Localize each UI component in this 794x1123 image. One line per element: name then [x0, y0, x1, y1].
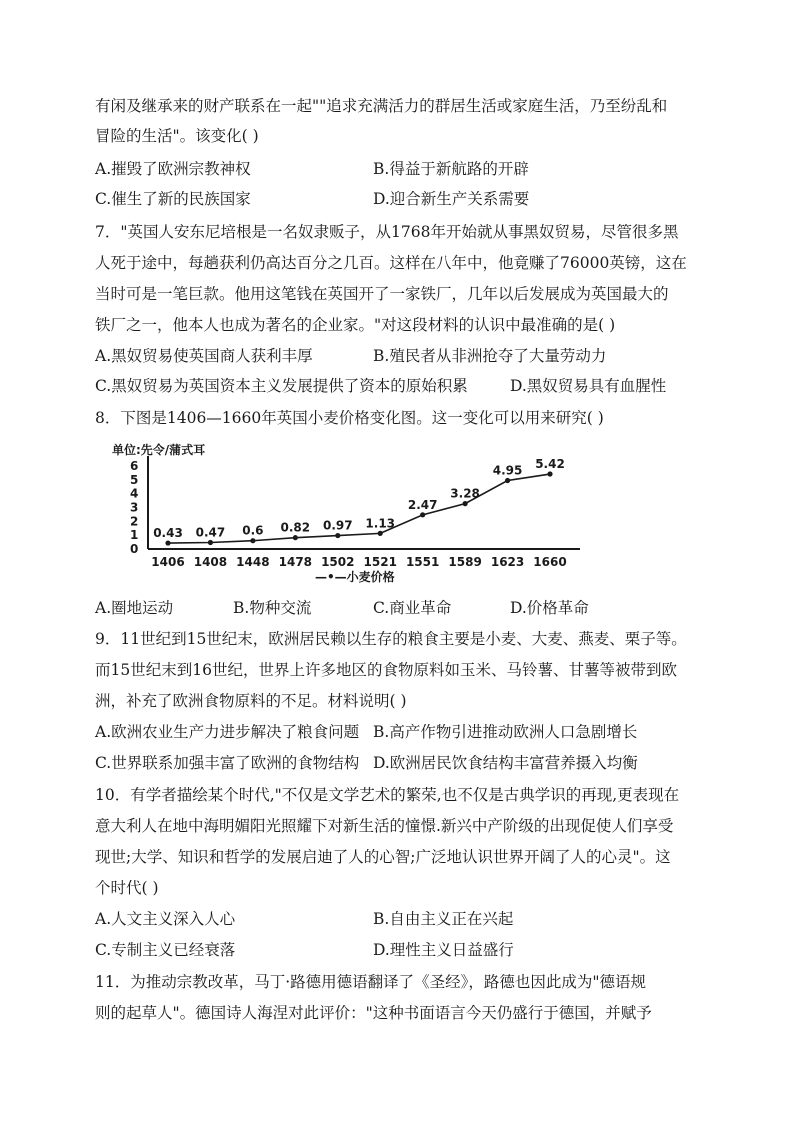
q10-stem-line-2: 意大利人在地中海明媚阳光照耀下对新生活的憧憬.新兴中产阶级的出现促使人们享受	[95, 817, 674, 835]
q9-stem-line-3: 洲，补充了欧洲食物原料的不足。材料说明( )	[95, 692, 407, 710]
data-point	[378, 531, 383, 536]
x-tick-label: 1408	[193, 555, 228, 569]
q9-option-c[interactable]: C.世界联系加强丰富了欧洲的食物结构	[95, 754, 360, 772]
q10-stem-line-1: 10．有学者描绘某个时代,"不仅是文学艺术的繁荣,也不仅是古典学识的再现,更表现在	[95, 786, 680, 804]
data-point	[208, 540, 213, 545]
q9-stem-line-1: 9．11世纪到15世纪末，欧洲居民赖以生存的粮食主要是小麦、大麦、燕麦、栗子等。	[95, 630, 687, 648]
q8-option-c[interactable]: C.商业革命	[373, 599, 452, 617]
data-point	[293, 535, 298, 540]
y-tick-label: 2	[130, 514, 139, 529]
wheat-price-chart	[100, 440, 590, 590]
data-point	[547, 471, 552, 476]
data-label: 0.82	[280, 520, 311, 535]
data-point	[505, 478, 510, 483]
y-tick-label: 5	[130, 472, 139, 487]
data-label: 0.97	[322, 518, 353, 533]
data-label: 0.6	[242, 523, 264, 538]
q7-stem-line-3: 当时可是一笔巨款。他用这笔钱在英国开了一家铁厂，几年以后发展成为英国最大的	[95, 285, 669, 303]
q6-option-b[interactable]: B.得益于新航路的开辟	[373, 160, 529, 178]
q9-stem-line-2: 而15世纪末到16世纪，世界上许多地区的食物原料如玉米、马铃薯、甘薯等被带到欧	[95, 661, 677, 679]
data-point	[463, 501, 468, 506]
data-label: 1.13	[365, 516, 396, 531]
q6-option-d[interactable]: D.迎合新生产关系需要	[373, 190, 530, 208]
x-tick-label: 1502	[321, 555, 355, 569]
x-tick-label: 1660	[533, 555, 567, 569]
q7-stem-line-4: 铁厂之一，他本人也成为著名的企业家。"对这段材料的认识中最准确的是( )	[95, 316, 616, 334]
x-tick-label: 1551	[405, 555, 440, 569]
y-tick-label: 4	[130, 486, 139, 501]
q7-option-c[interactable]: C.黑奴贸易为英国资本主义发展提供了资本的原始积累	[95, 377, 468, 395]
q6-option-c[interactable]: C.催生了新的民族国家	[95, 190, 251, 208]
q6-option-a[interactable]: A.摧毁了欧洲宗教神权	[95, 160, 251, 178]
q9-option-d[interactable]: D.欧洲居民饮食结构丰富营养摄入均衡	[373, 754, 638, 772]
data-label: 3.28	[450, 486, 480, 501]
y-tick-label: 1	[130, 528, 139, 543]
q7-option-b[interactable]: B.殖民者从非洲抢夺了大量劳动力	[373, 347, 607, 365]
wheat-price-line	[168, 474, 550, 543]
data-point	[335, 533, 340, 538]
q10-option-d[interactable]: D.理性主义日益盛行	[373, 941, 514, 959]
x-tick-label: 1589	[448, 555, 482, 569]
y-tick-label: 3	[130, 500, 139, 515]
q11-stem-line-2: 则的起草人"。德国诗人海涅对此评价："这种书面语言今天仍盛行于德国，并赋予	[95, 1004, 652, 1022]
x-tick-label: 1521	[363, 555, 397, 569]
q6-stem-line-2: 冒险的生活"。该变化( )	[95, 127, 259, 145]
q8-option-b[interactable]: B.物种交流	[233, 599, 312, 617]
q6-stem-line-1: 有闲及继承来的财产联系在一起""追求充满活力的群居生活或家庭生活，乃至纷乱和	[95, 97, 668, 115]
data-label: 4.95	[492, 463, 523, 478]
data-label: 0.43	[153, 526, 183, 541]
q9-option-a[interactable]: A.欧洲农业生产力进步解决了粮食问题	[95, 723, 360, 741]
data-label: 5.42	[535, 457, 565, 472]
y-tick-label: 6	[130, 459, 139, 473]
q10-option-b[interactable]: B.自由主义正在兴起	[373, 910, 514, 928]
q7-option-d[interactable]: D.黑奴贸易具有血腥性	[510, 377, 667, 395]
chart-unit-label: 单位:先令/蒲式耳	[112, 443, 206, 457]
data-label: 0.47	[195, 525, 226, 540]
q8-option-a[interactable]: A.圈地运动	[95, 599, 174, 617]
q7-stem-line-2: 人死于途中，每趟获利仍高达百分之几百。这样在八年中，他竟赚了76000英镑，这在	[95, 254, 687, 272]
data-point	[420, 512, 425, 517]
chart-legend: —•—小麦价格	[315, 570, 395, 584]
x-tick-label: 1478	[278, 555, 313, 569]
data-label: 2.47	[407, 497, 438, 512]
q9-option-b[interactable]: B.高产作物引进推动欧洲人口急剧增长	[373, 723, 638, 741]
x-tick-label: 1448	[236, 555, 270, 569]
q8-option-d[interactable]: D.价格革命	[510, 599, 589, 617]
y-tick-label: 0	[130, 542, 139, 556]
q10-option-c[interactable]: C.专制主义已经衰落	[95, 941, 236, 959]
x-tick-label: 1406	[151, 555, 185, 569]
data-point	[250, 538, 255, 543]
q8-stem: 8．下图是1406—1660年英国小麦价格变化图。这一变化可以用来研究( )	[95, 409, 604, 427]
data-point	[165, 540, 170, 545]
q10-stem-line-4: 个时代( )	[95, 879, 159, 897]
q10-option-a[interactable]: A.人文主义深入人心	[95, 910, 236, 928]
x-tick-label: 1623	[490, 555, 525, 569]
q11-stem-line-1: 11．为推动宗教改革，马丁·路德用德语翻译了《圣经》，路德也因此成为"德语规	[95, 973, 647, 991]
q7-option-a[interactable]: A.黑奴贸易使英国商人获利丰厚	[95, 347, 313, 365]
q7-stem-line-1: 7．"英国人安东尼培根是一名奴隶贩子，从1768年开始就从事黑奴贸易，尽管很多黑	[95, 223, 679, 241]
q10-stem-line-3: 现世;大学、知识和哲学的发展启迪了人的心智;广泛地认识世界开阔了人的心灵"。这	[95, 848, 671, 866]
